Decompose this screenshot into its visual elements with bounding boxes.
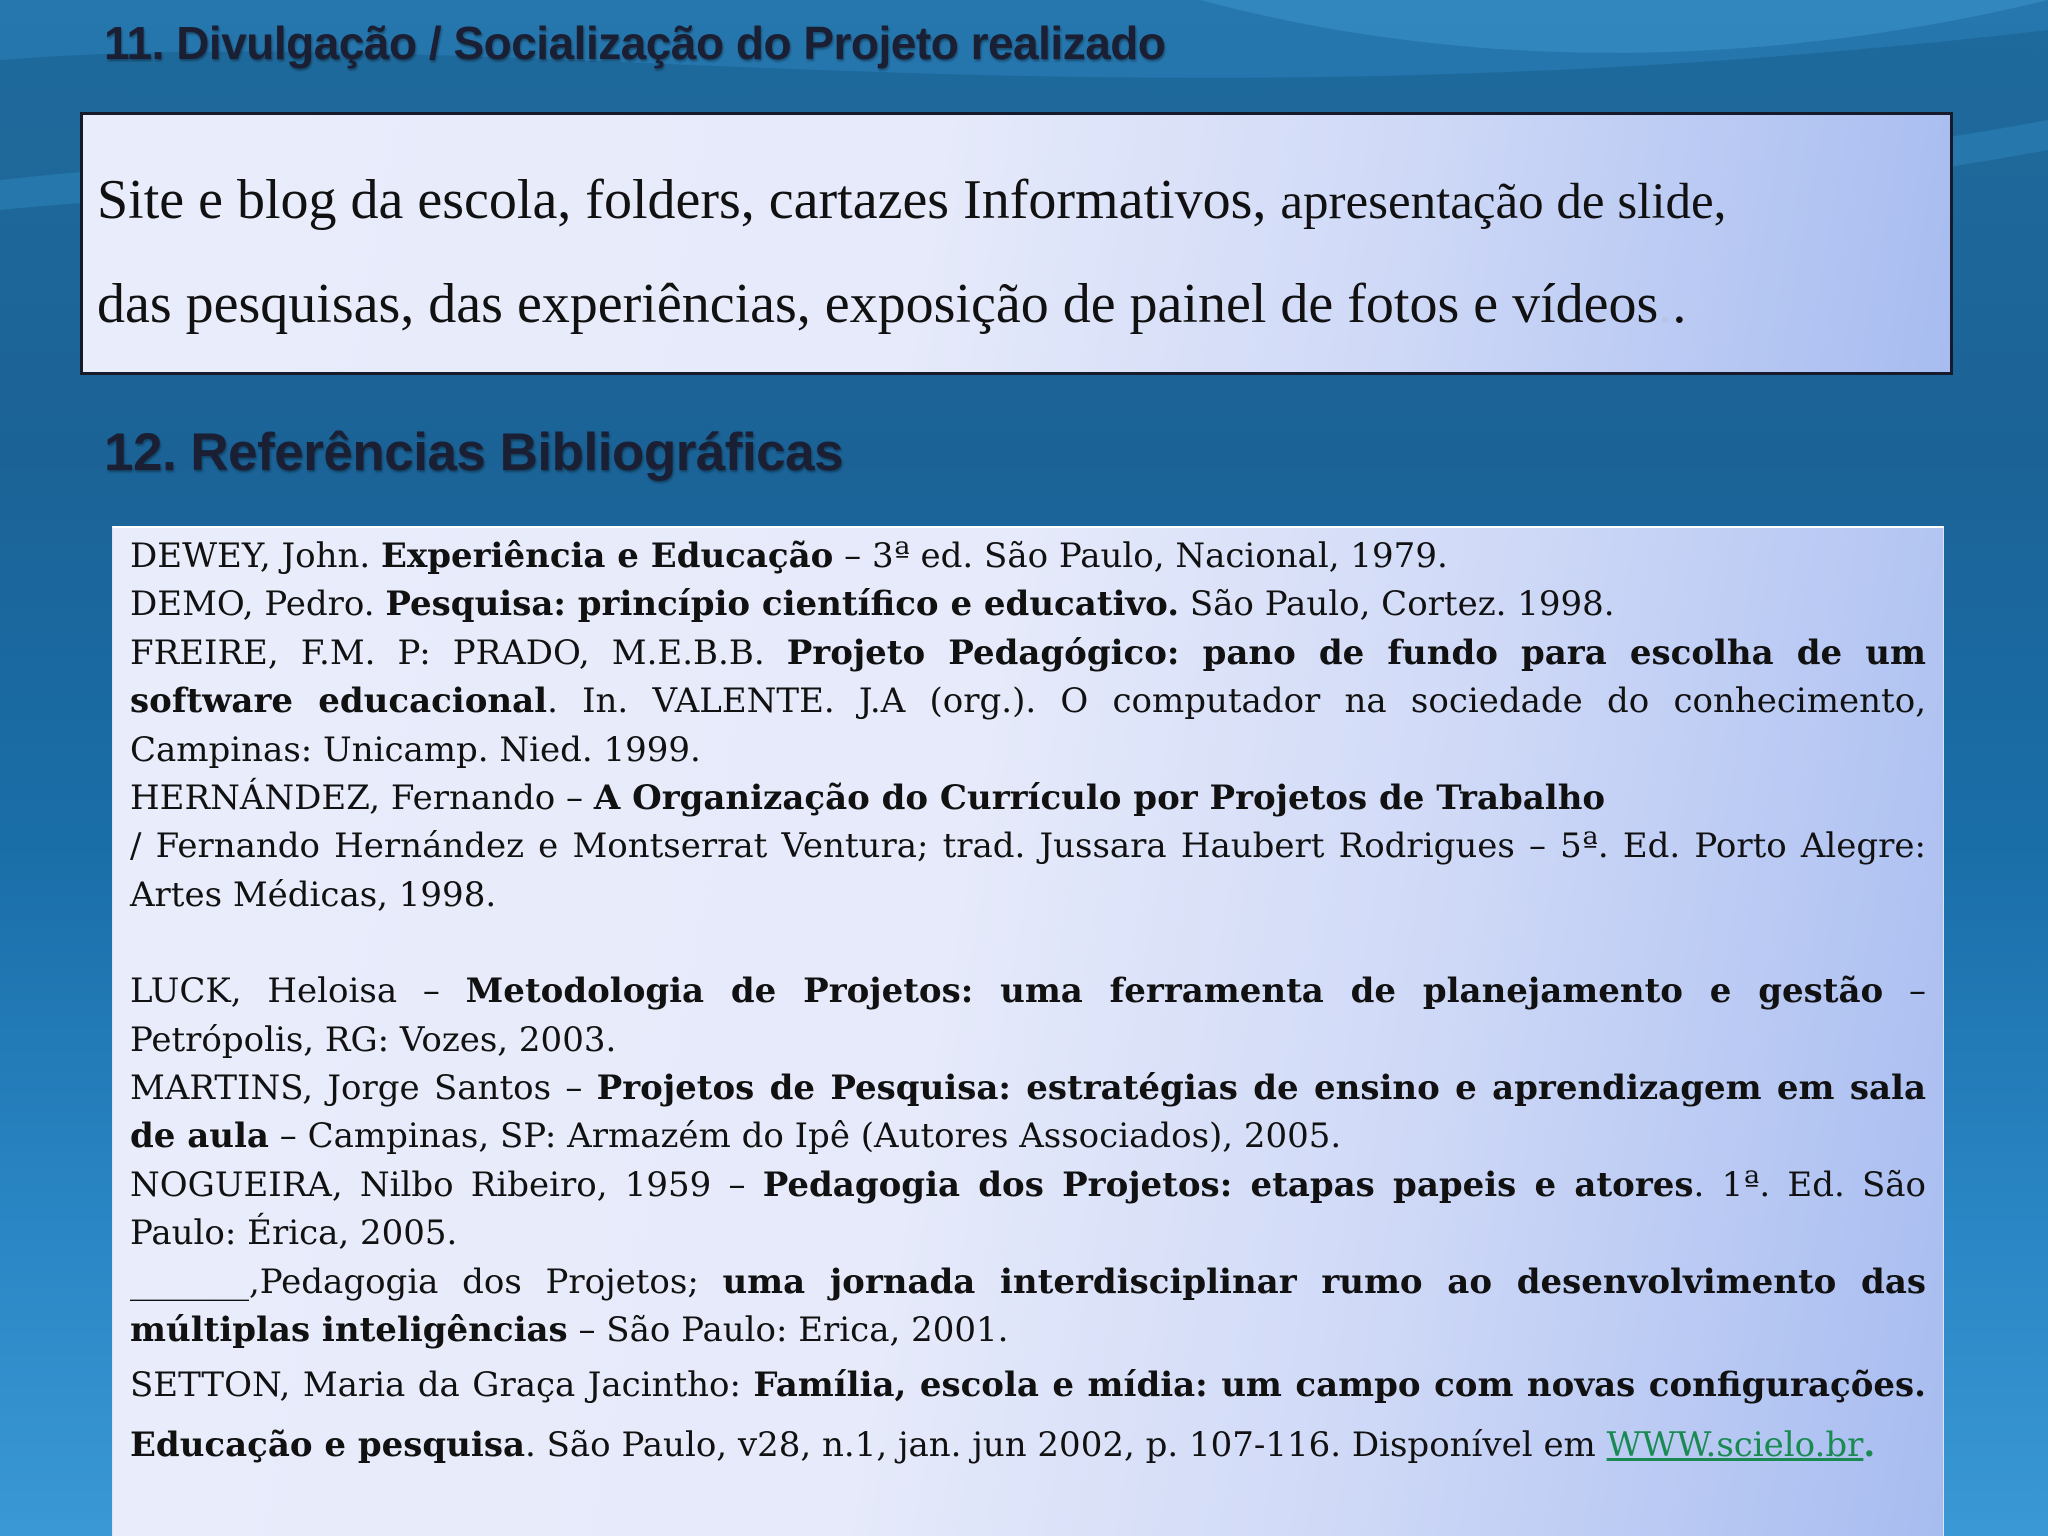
reference-item (130, 1064, 1926, 1161)
reference-text: HERNÁNDEZ, Fernando – (130, 778, 594, 819)
spacer (130, 919, 1926, 967)
section-11-title: 11. Divulgação / Socialização do Projeto realizado (104, 17, 1166, 69)
scielo-link[interactable]: WWW.scielo.br (1606, 1424, 1864, 1465)
reference-text: – Campinas, SP: Armazém do Ipê (Autores Associados), 2005. (268, 1116, 1342, 1157)
reference-title: Metodologia de Projetos: uma ferramenta de planejamento e gestão (465, 971, 1884, 1012)
reference-text: / Fernando Hernández e Montserrat Ventura; trad. Jussara Haubert Rodrigues – 5ª. Ed. Porto Alegre: Artes Médicas, 1998. (130, 826, 1926, 915)
reference-text: São Paulo, Cortez. 1998. (1179, 584, 1615, 625)
references-box (112, 526, 1944, 1536)
reference-item (130, 774, 1926, 919)
dissemination-box (80, 112, 1953, 375)
reference-title: Família, escola e mídia: um campo com novas configurações. Educação e pesquisa (130, 1364, 1926, 1465)
reference-item (130, 629, 1926, 774)
reference-item (130, 1161, 1926, 1258)
dissemination-text: Site e blog da escola, folders, cartazes Informativos, (97, 169, 1281, 231)
reference-text: – 3ª ed. São Paulo, Nacional, 1979. (833, 536, 1448, 576)
reference-title: Experiência e Educação (381, 536, 834, 576)
reference-text: SETTON, Maria da Graça Jacintho: (130, 1364, 754, 1405)
reference-text: – São Paulo: Erica, 2001. (567, 1310, 1009, 1351)
dissemination-text: . (1672, 273, 1687, 335)
reference-text: – Petrópolis, RG: Vozes, 2003. (130, 971, 1926, 1060)
reference-item (130, 1355, 1926, 1475)
reference-text: . (1863, 1424, 1876, 1465)
dissemination-line-2 (97, 253, 1936, 355)
dissemination-line-1 (97, 149, 1936, 253)
reference-text: NOGUEIRA, Nilbo Ribeiro, 1959 – (130, 1164, 763, 1205)
reference-text: . In. VALENTE. J.A (org.). O computador na sociedade do conhecimento, Campinas: Unicamp. Nied. 1999. (130, 681, 1926, 770)
reference-text: . 1ª. Ed. São Paulo: Érica, 2005. (130, 1164, 1927, 1254)
reference-title: uma jornada interdisciplinar rumo ao desenvolvimento das múltiplas inteligências (130, 1261, 1926, 1351)
reference-title: Pedagogia dos Projetos: etapas papeis e atores (762, 1164, 1694, 1205)
reference-text: LUCK, Heloisa – (130, 971, 466, 1012)
reference-item (130, 532, 1926, 580)
reference-text: MARTINS, Jorge Santos – (130, 1068, 597, 1109)
section-12-title: 12. Referências Bibliográficas (104, 423, 844, 482)
dissemination-text: das pesquisas, das experiências, exposição de painel de fotos e vídeos (97, 273, 1659, 335)
reference-text: FREIRE, F.M. P: PRADO, M.E.B.B. (130, 632, 787, 673)
reference-title: Projetos de Pesquisa: estratégias de ensino e aprendizagem em sala de aula (130, 1068, 1926, 1157)
dissemination-text: apresentação de slide, (1280, 174, 1727, 230)
reference-title: A Organização do Currículo por Projetos de Trabalho (593, 778, 1606, 819)
reference-text: . São Paulo, v28, n.1, jan. jun 2002, p. 107-116. Disponível em (524, 1424, 1607, 1465)
reference-item (130, 1258, 1926, 1355)
reference-text: DEWEY, John. (130, 536, 382, 576)
reference-title: Pesquisa: princípio científico e educativo. (385, 584, 1180, 625)
reference-title: Projeto Pedagógico: pano de fundo para escolha de um software educacional (130, 632, 1926, 722)
reference-text: DEMO, Pedro. (130, 584, 386, 625)
reference-item (130, 580, 1926, 628)
dissemination-text: . (1658, 273, 1673, 335)
reference-item (130, 967, 1926, 1064)
reference-text: _______,Pedagogia dos Projetos; (130, 1261, 723, 1302)
